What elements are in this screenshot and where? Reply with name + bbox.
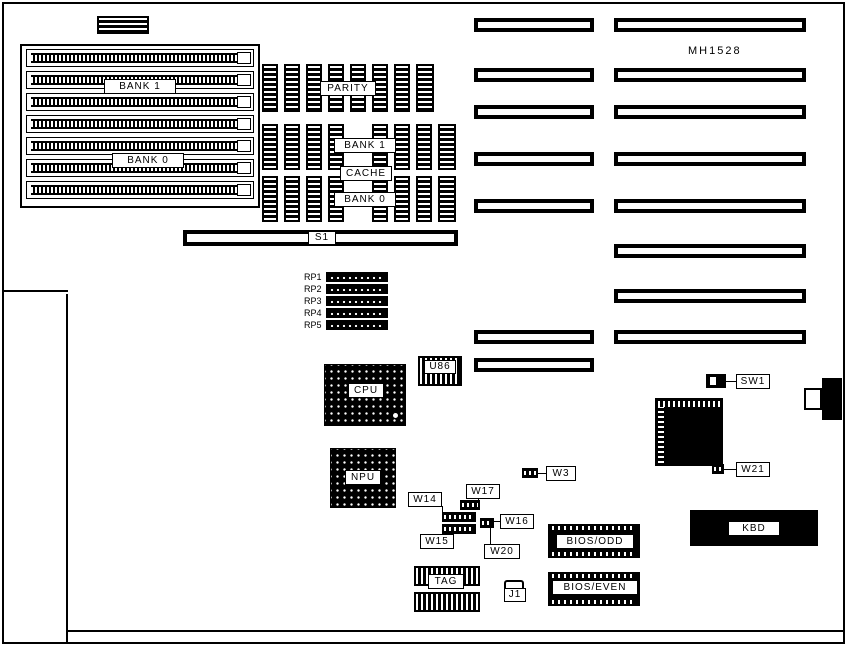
- resistor-pack-rp3: [326, 296, 388, 306]
- expansion-slot-12: [614, 199, 806, 213]
- simm-socket-4: [26, 115, 254, 133]
- parity-chip-7: [394, 64, 410, 112]
- tag-chip-2: [414, 592, 480, 612]
- label-cache-bank-1: BANK 1: [334, 138, 396, 153]
- simm-socket-3: [26, 93, 254, 111]
- simm-socket-1: [26, 49, 254, 67]
- cache-chip-r1-3: [306, 124, 322, 170]
- cache-chip-r1-7: [416, 124, 432, 170]
- cache-chip-r2-2: [284, 176, 300, 222]
- simm-socket-7: [26, 181, 254, 199]
- cpu-pin1-marker: [392, 412, 399, 419]
- board-notch-bottom-left: [4, 292, 68, 642]
- label-w21: W21: [736, 462, 770, 477]
- label-rp5: RP5: [304, 320, 322, 330]
- label-cpu: CPU: [348, 383, 384, 398]
- label-w3: W3: [546, 466, 576, 481]
- resistor-pack-rp4: [326, 308, 388, 318]
- jumper-w3: [522, 468, 538, 478]
- label-w15: W15: [420, 534, 454, 549]
- cache-chip-r2-8: [438, 176, 456, 222]
- cache-chip-r1-6: [394, 124, 410, 170]
- label-kbd: KBD: [728, 521, 780, 536]
- board-bottom-edge: [66, 630, 844, 632]
- sw1-leader-line: [726, 381, 736, 382]
- jumper-block-b: [460, 500, 480, 510]
- jumper-w21: [712, 464, 724, 474]
- expansion-slot-15: [614, 330, 806, 344]
- expansion-slot-6: [474, 330, 594, 344]
- dip-chip-top-left: [97, 16, 149, 34]
- label-bank-0: BANK 0: [112, 153, 184, 168]
- label-bios-odd: BIOS/ODD: [556, 534, 634, 549]
- expansion-slot-3: [474, 105, 594, 119]
- parity-chip-8: [416, 64, 434, 112]
- w15-leader-line: [448, 528, 449, 535]
- cache-chip-r1-8: [438, 124, 456, 170]
- expansion-slot-11: [614, 152, 806, 166]
- label-rp3: RP3: [304, 296, 322, 306]
- expansion-slot-14: [614, 289, 806, 303]
- resistor-pack-rp2: [326, 284, 388, 294]
- external-port-connector: [822, 378, 842, 420]
- jumper-block-d: [480, 518, 494, 528]
- parity-chip-2: [284, 64, 300, 112]
- sw1-switch-knob: [710, 377, 716, 385]
- w17-leader-line: [478, 498, 479, 504]
- label-s1: S1: [308, 231, 336, 245]
- w14-leader-line: [442, 506, 443, 514]
- cache-chip-r1-1: [262, 124, 278, 170]
- resistor-pack-rp1: [326, 272, 388, 282]
- cache-chip-r2-1: [262, 176, 278, 222]
- expansion-slot-1: [474, 18, 594, 32]
- label-u86: U86: [424, 360, 456, 374]
- board-notch-edge-top: [4, 290, 68, 294]
- expansion-slot-2: [474, 68, 594, 82]
- label-bios-even: BIOS/EVEN: [552, 580, 638, 595]
- w20-leader-line: [490, 528, 491, 544]
- sw1-switch: [706, 374, 726, 388]
- cache-chip-r2-7: [416, 176, 432, 222]
- parity-chip-1: [262, 64, 278, 112]
- label-w17: W17: [466, 484, 500, 499]
- cache-chip-r2-3: [306, 176, 322, 222]
- label-cache: CACHE: [340, 166, 392, 181]
- expansion-slot-5: [474, 199, 594, 213]
- label-w20: W20: [484, 544, 520, 559]
- label-tag: TAG: [428, 574, 464, 589]
- board-code-text: MH1528: [688, 45, 742, 57]
- label-cache-bank-0: BANK 0: [334, 192, 396, 207]
- expansion-slot-8: [614, 18, 806, 32]
- expansion-slot-4: [474, 152, 594, 166]
- chipset-plcc: [655, 398, 723, 466]
- jumper-block-a: [442, 512, 476, 522]
- cache-chip-r2-6: [394, 176, 410, 222]
- label-w14: W14: [408, 492, 442, 507]
- label-w16: W16: [500, 514, 534, 529]
- label-rp4: RP4: [304, 308, 322, 318]
- w3-leader-line: [538, 473, 546, 474]
- expansion-slot-7: [474, 358, 594, 372]
- cache-chip-r1-2: [284, 124, 300, 170]
- label-rp2: RP2: [304, 284, 322, 294]
- simm-bank-group: [20, 44, 260, 208]
- label-rp1: RP1: [304, 272, 322, 282]
- expansion-slot-9: [614, 68, 806, 82]
- w21-leader-line: [724, 469, 736, 470]
- resistor-pack-rp5: [326, 320, 388, 330]
- w16-leader-line: [494, 521, 500, 522]
- external-port-opening: [804, 388, 822, 410]
- label-bank-1: BANK 1: [104, 79, 176, 94]
- label-parity: PARITY: [320, 81, 376, 96]
- expansion-slot-10: [614, 105, 806, 119]
- expansion-slot-13: [614, 244, 806, 258]
- label-npu: NPU: [345, 470, 381, 485]
- label-j1: J1: [504, 588, 526, 602]
- label-sw1: SW1: [736, 374, 770, 389]
